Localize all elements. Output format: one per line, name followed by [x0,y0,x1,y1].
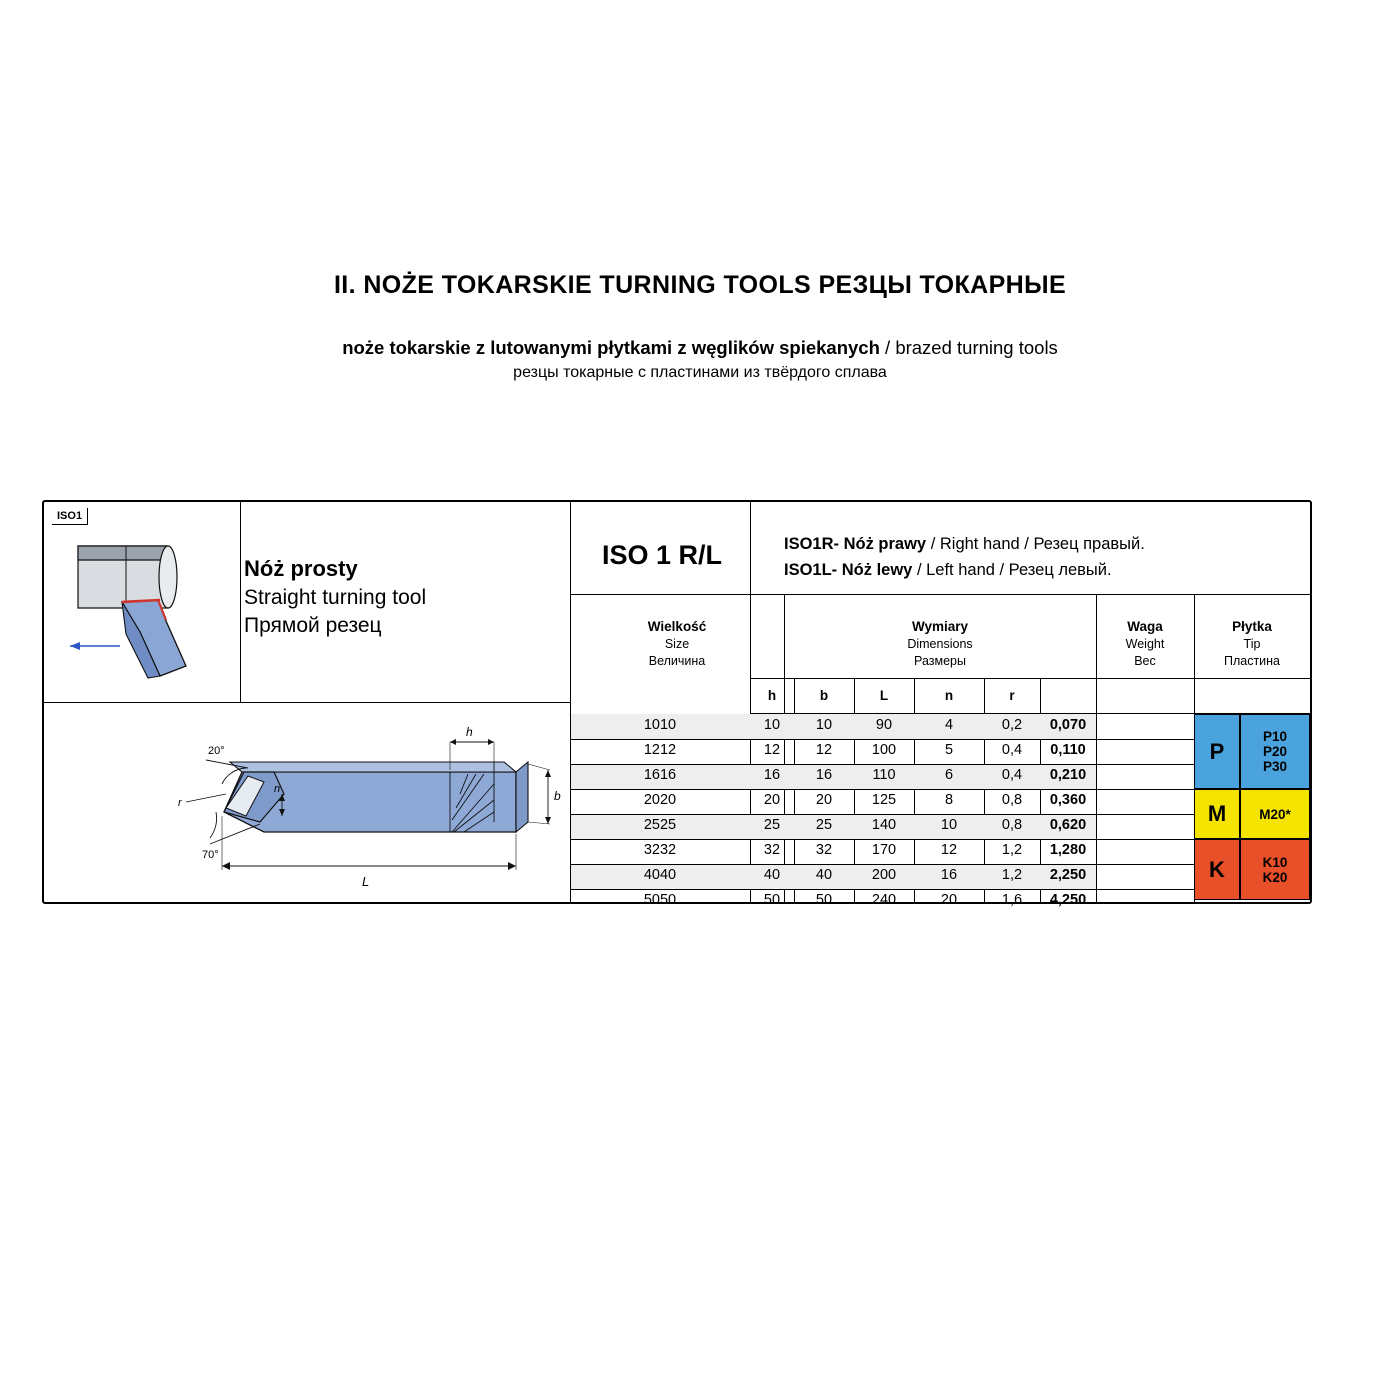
cell-b: 16 [815,767,833,783]
row-divider-5 [570,839,1196,840]
header-size-ru: Величина [648,654,706,669]
cell-h: 16 [763,767,781,783]
cell-n: 20 [940,892,958,908]
cell-r: 0,8 [1001,792,1023,808]
divider-h-top [570,594,1312,595]
cell-r: 0,8 [1001,817,1023,833]
header-size-pl: Wielkość [647,619,707,634]
header-weight [1096,618,1194,670]
cell-h: 20 [763,792,781,808]
cell-weight: 0,360 [1049,792,1087,808]
cell-L: 110 [872,767,896,783]
cell-weight: 0,210 [1049,767,1087,783]
tool-name-block [244,554,574,640]
cell-L: 170 [871,842,897,858]
cell-h: 25 [763,817,781,833]
cell-L: 140 [871,817,897,833]
cell-size: 1212 [643,742,677,758]
header-dimensions-pl: Wymiary [911,619,969,634]
divider-h-picture [44,702,570,703]
header-tip [1194,618,1310,670]
tool-perspective-figure [48,516,244,694]
col-header-L: L [879,688,889,703]
row-divider-4 [570,814,1196,815]
page-title: II. NOŻE TOKARSKIE TURNING TOOLS РЕЗЦЫ ТОКАРНЫЕ [333,271,1067,299]
cell-b: 12 [815,742,833,758]
cell-weight: 1,280 [1049,842,1087,858]
cell-b: 50 [815,892,833,908]
cell-r: 0,2 [1001,717,1023,733]
cell-size: 3232 [643,842,677,858]
cell-weight: 0,110 [1050,742,1086,758]
row-divider-7 [570,889,1196,890]
row-divider-6 [570,864,1196,865]
cell-L: 200 [871,867,897,883]
row-divider-2 [570,764,1196,765]
header-size-en: Size [664,637,690,652]
cell-L: 125 [871,792,897,808]
hand-right-line [784,532,1304,558]
header-dimensions-en: Dimensions [907,637,973,652]
cell-L: 240 [871,892,897,908]
cell-r: 1,2 [1001,867,1023,883]
svg-text:b: b [554,789,561,803]
cell-size: 4040 [643,867,677,883]
tip-grade-p30: P30 [1262,759,1288,774]
subtitle-separator: / [885,337,891,358]
header-tip-en: Tip [1243,637,1261,652]
cell-weight: 0,070 [1049,717,1087,733]
hand-left-line [784,558,1304,584]
cell-size: 1010 [643,717,677,733]
page-title-block [0,270,1400,300]
svg-text:r: r [178,797,182,809]
cell-n: 6 [944,767,954,783]
cell-weight: 0,620 [1049,817,1087,833]
cell-h: 32 [763,842,781,858]
cell-n: 8 [944,792,954,808]
hand-left-label: ISO1L- Nóż lewy [784,560,913,579]
cell-b: 40 [815,867,833,883]
tool-name-en: Straight turning tool [244,585,427,609]
cell-size: 1616 [643,767,677,783]
header-weight-pl: Waga [1127,619,1163,634]
col-header-b: b [819,688,829,703]
tip-grade-p20: P20 [1262,744,1288,759]
tip-block-k [1194,839,1240,900]
divider-h-subheader [750,678,1312,679]
tip-grades-p [1240,714,1310,789]
cell-L: 100 [871,742,897,758]
cell-b: 20 [815,792,833,808]
cell-weight: 2,250 [1049,867,1087,883]
tip-block-p [1194,714,1240,789]
subtitle-block [0,335,1400,384]
cell-n: 4 [944,717,954,733]
cell-r: 1,2 [1001,842,1023,858]
tool-dimension-figure [164,720,584,895]
header-dimensions [784,618,1096,670]
svg-text:n: n [274,783,281,795]
product-table-card [42,500,1312,908]
tip-grade-k10: K10 [1262,854,1288,870]
cell-n: 16 [940,867,958,883]
header-weight-en: Weight [1125,637,1165,652]
subtitle-en: brazed turning tools [895,337,1058,358]
cell-b: 10 [815,717,833,733]
cell-n: 5 [944,742,954,758]
svg-text:L: L [362,874,370,889]
cell-r: 1,6 [1001,892,1023,908]
tool-name-pl: Nóż prosty [244,556,358,581]
tip-letter-p: P [1209,738,1225,764]
header-dimensions-ru: Размеры [914,654,966,669]
iso1-badge: ISO1 [52,508,88,525]
tip-grade-k20: K20 [1262,869,1288,885]
tip-letter-k: K [1209,856,1225,882]
cell-size: 2525 [643,817,677,833]
row-divider-3 [570,789,1196,790]
cell-r: 0,4 [1001,742,1023,758]
tip-grades-k [1240,839,1310,900]
tip-grade-m20: M20* [1259,806,1291,822]
col-header-n: n [944,688,954,703]
svg-text:h: h [466,725,473,739]
col-header-r: r [1009,688,1015,703]
cell-b: 25 [815,817,833,833]
subtitle-line-1 [0,335,1400,362]
tip-block-m [1194,789,1240,839]
cell-size: 2020 [643,792,677,808]
cell-h: 40 [763,867,781,883]
tip-grades-m [1240,789,1310,839]
cell-h: 10 [763,717,781,733]
iso-code: ISO 1 R/L [601,540,723,570]
cell-weight: 4,250 [1049,892,1087,908]
col-header-h: h [767,688,777,703]
subtitle-pl: noże tokarskie z lutowanymi płytkami z węglików spiekanych [342,337,880,358]
cell-b: 32 [815,842,833,858]
svg-text:20°: 20° [208,745,225,757]
header-tip-ru: Пластина [1223,654,1281,669]
hand-description-block [784,532,1304,583]
tool-name-ru: Прямой резец [244,613,382,637]
subtitle-ru: резцы токарные с пластинами из твёрдого сплава [513,363,887,381]
hand-right-text: / Right hand / Резец правый. [926,535,1145,553]
cell-L: 90 [875,717,893,733]
cell-n: 10 [940,817,958,833]
svg-text:70°: 70° [202,849,219,861]
cell-n: 12 [940,842,958,858]
header-tip-pl: Płytka [1232,619,1272,634]
tip-grade-p10: P10 [1262,729,1288,744]
row-divider-1 [570,739,1196,740]
hand-right-label: ISO1R- Nóż prawy [784,535,927,553]
header-weight-ru: Вес [1134,654,1156,669]
tip-letter-m: M [1207,801,1227,826]
header-size [570,618,784,670]
cell-r: 0,4 [1001,767,1023,783]
cell-size: 5050 [643,892,677,908]
hand-left-text: / Left hand / Резец левый. [912,560,1112,579]
cell-h: 50 [763,892,781,908]
cell-h: 12 [763,742,781,758]
